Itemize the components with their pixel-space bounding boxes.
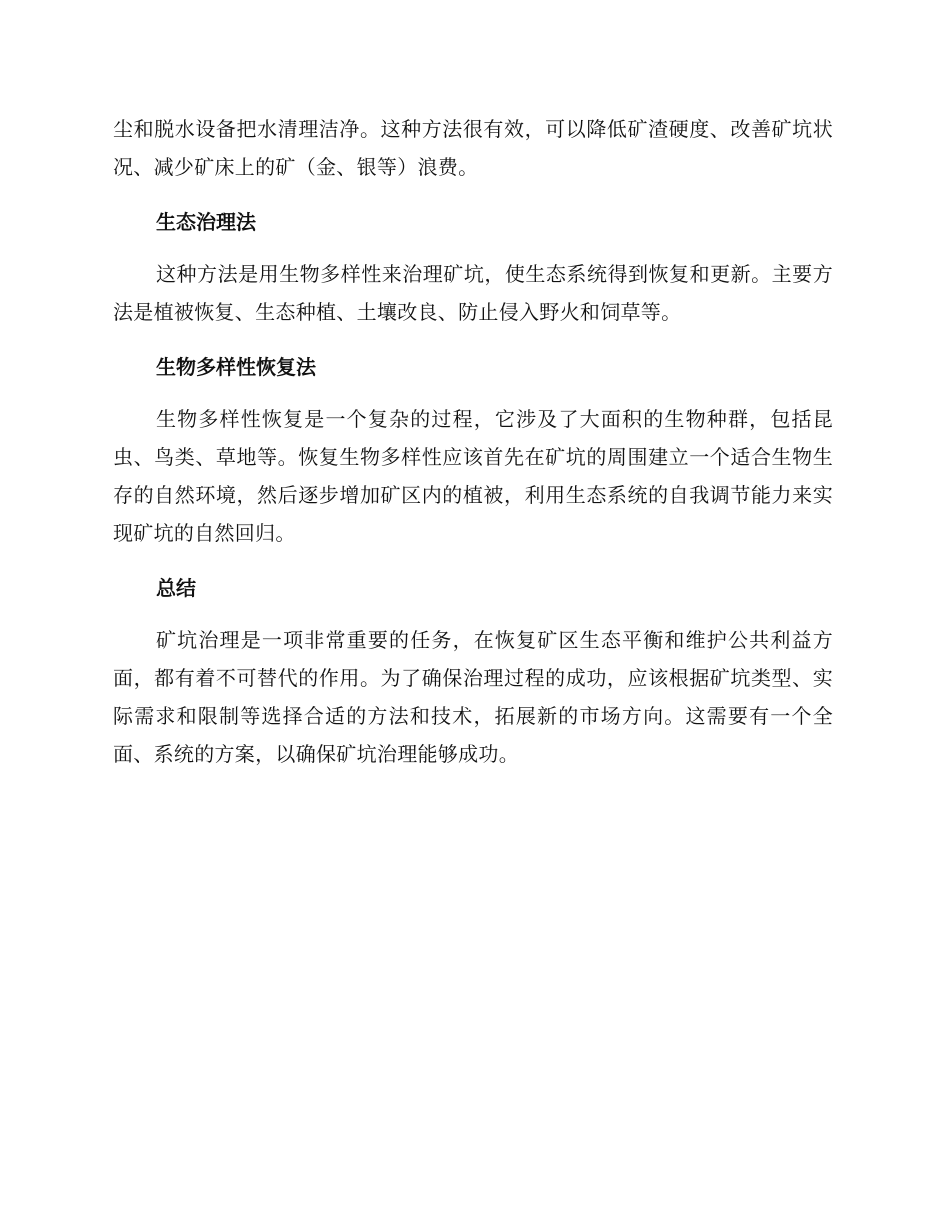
intro-paragraph: 尘和脱水设备把水清理洁净。这种方法很有效，可以降低矿渣硬度、改善矿坑状况、减少矿床上的矿（金、银等）浪费。 bbox=[113, 117, 833, 179]
section-ecological-governance bbox=[113, 205, 833, 331]
section-paragraph: 这种方法是用生物多样性来治理矿坑，使生态系统得到恢复和更新。主要方法是植被恢复、生态种植、土壤改良、防止侵入野火和饲草等。 bbox=[113, 262, 833, 324]
document-page bbox=[113, 110, 833, 792]
section-paragraph: 矿坑治理是一项非常重要的任务，在恢复矿区生态平衡和维护公共利益方面，都有着不可替代的作用。为了确保治理过程的成功，应该根据矿坑类型、实际需求和限制等选择合适的方法和技术，拓展新的市场方向。这需要有一个全面、系统的方案，以确保矿坑治理能够成功。 bbox=[113, 628, 833, 766]
section-biodiversity-restoration bbox=[113, 350, 833, 552]
section-summary bbox=[113, 571, 833, 773]
section-heading: 生物多样性恢复法 bbox=[156, 355, 316, 379]
section-paragraph: 生物多样性恢复是一个复杂的过程，它涉及了大面积的生物种群，包括昆虫、鸟类、草地等。恢复生物多样性应该首先在矿坑的周围建立一个适合生物生存的自然环境，然后逐步增加矿区内的植被，利用生态系统的自我调节能力来实现矿坑的自然回归。 bbox=[113, 407, 833, 545]
section-heading: 总结 bbox=[156, 576, 196, 600]
section-heading: 生态治理法 bbox=[156, 210, 256, 234]
